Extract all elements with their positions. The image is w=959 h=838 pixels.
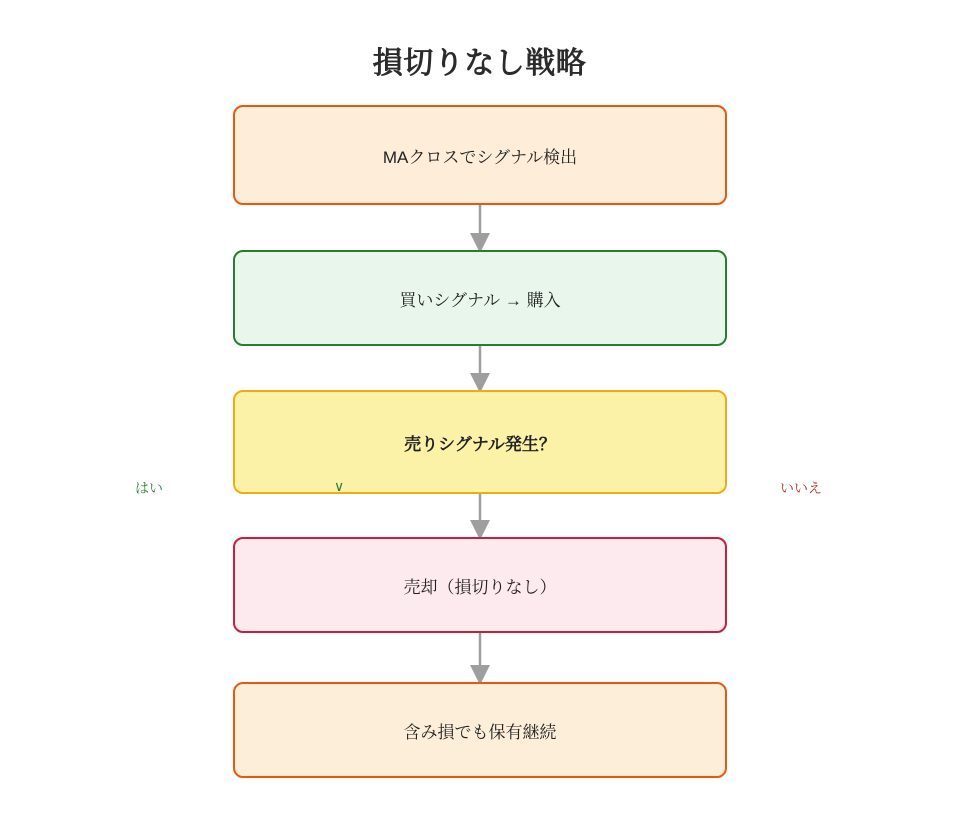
flow-node-hold-unrealized-loss[interactable]: [233, 682, 727, 778]
flow-node-sell-signal-decision[interactable]: [233, 390, 727, 494]
flow-node-signal-detect[interactable]: [233, 105, 727, 205]
edge-label-yes: はい: [135, 480, 163, 496]
flow-node-label: MAクロスでシグナル検出: [382, 147, 578, 167]
flow-node-label: 売却（損切りなし）: [403, 577, 557, 597]
flow-node-label: 買いシグナル → 購入: [399, 290, 561, 310]
flow-node-label: 含み損でも保有継続: [403, 722, 557, 742]
edge-label-no: いいえ: [780, 480, 822, 496]
flow-node-label: 売りシグナル発生？: [404, 434, 556, 454]
flow-node-sell-no-stoploss[interactable]: [233, 537, 727, 633]
page-title: 損切りなし戦略: [372, 47, 587, 80]
chevron-down-icon: ∨: [334, 478, 345, 494]
flow-node-buy-signal[interactable]: [233, 250, 727, 346]
